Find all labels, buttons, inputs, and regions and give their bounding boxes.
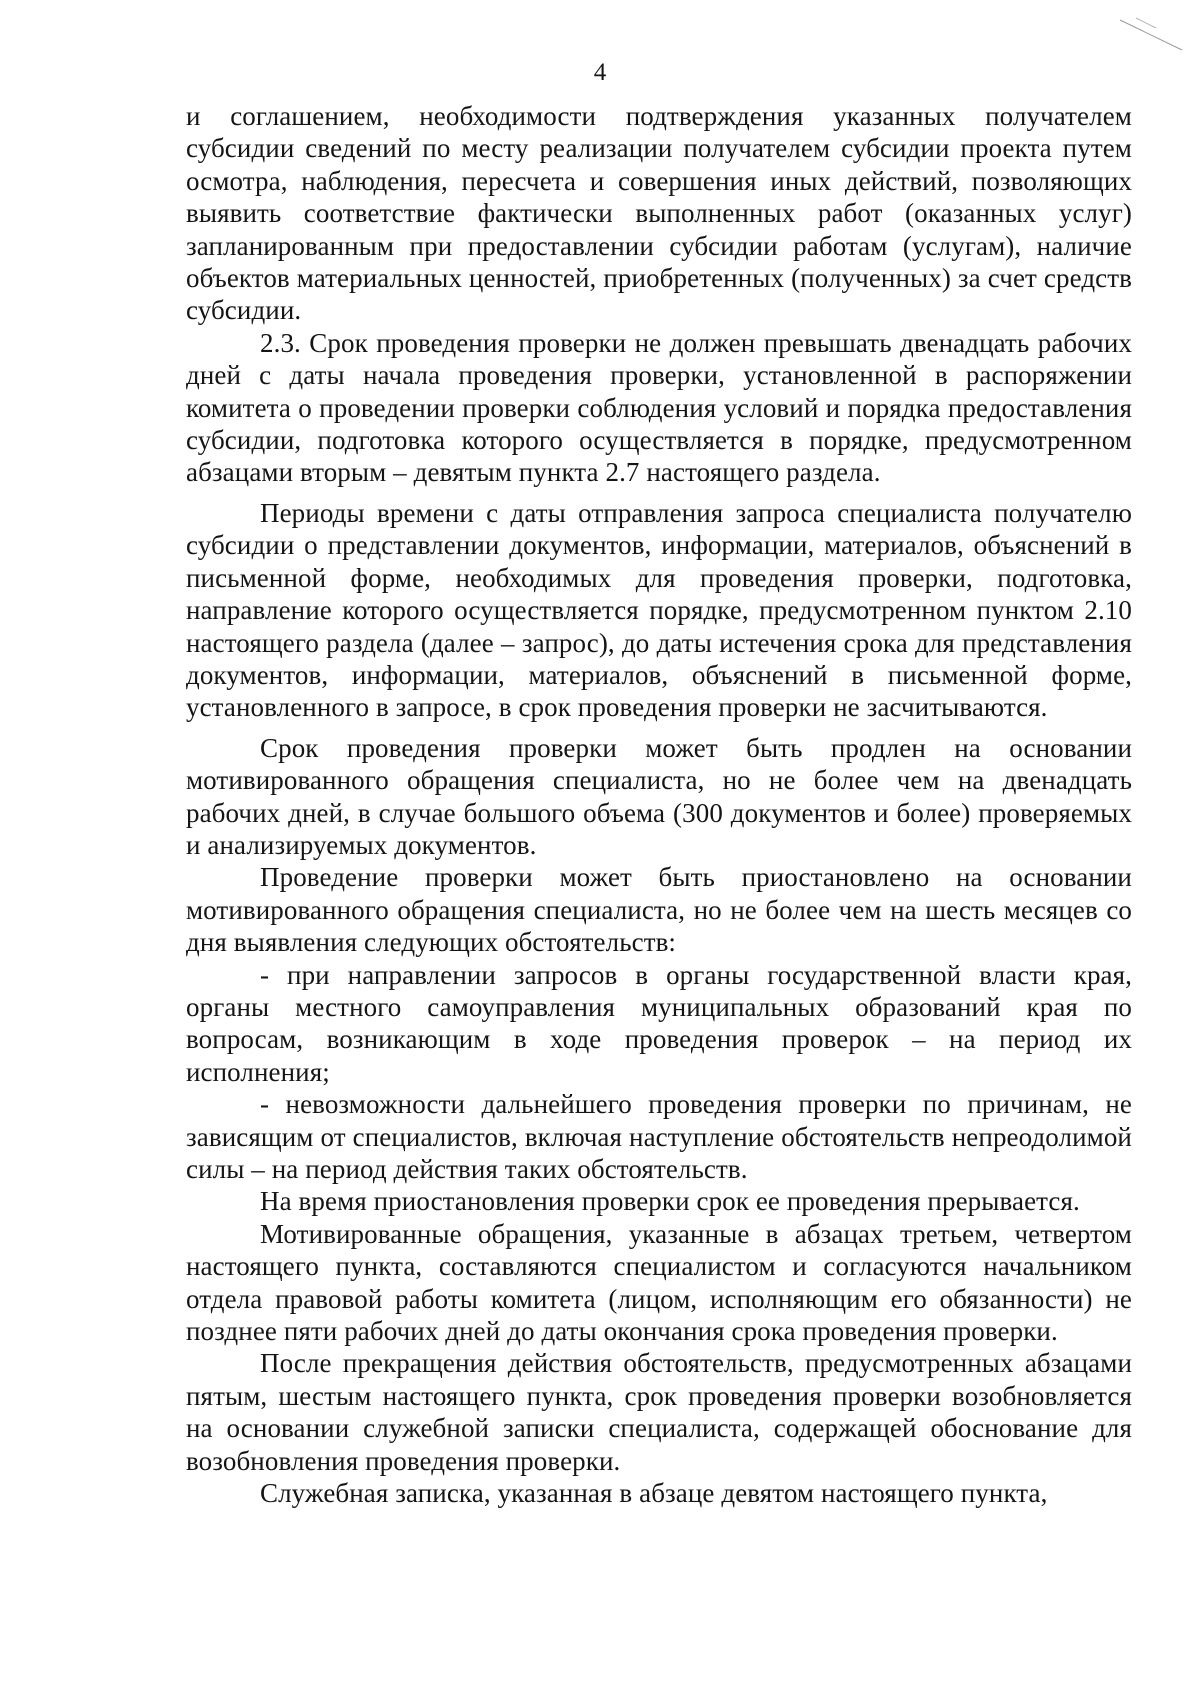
paragraph-continuation: и соглашением, необходимости подтверждения указанных получателем субсидии сведений по месту реализации получателем субсидии проекта путем осмотра, наблюдения, пересчета и совершения иных действий, позволяющих выявить соответствие фактически выполненных работ (оказанных услуг) запланированным при предоставлении субсидии работам (услугам), наличие объектов материальных ценностей, приобретенных (полученных) за счет средств субсидии. <box>186 101 1132 326</box>
paragraph-motivated-requests: Мотивированные обращения, указанные в абзацах третьем, четвертом настоящего пункта, составляются специалистом и согласуются начальником отдела правовой работы комитета (лицом, исполняющим его обязанности) не позднее пяти рабочих дней до даты окончания срока проведения проверки. <box>186 1218 1132 1347</box>
document-body <box>186 100 1132 1509</box>
paragraph-memo: Служебная записка, указанная в абзаце девятом настоящего пункта, <box>260 1478 1048 1509</box>
paragraph-time-periods: Периоды времени с даты отправления запроса специалиста получателю субсидии о представлении документов, информации, материалов, объяснений в письменной форме, необходимых для проведения проверки, подготовка, направление которого осуществляется порядке, предусмотренном пунктом 2.10 настоящего раздела (далее – запрос), до даты истечения срока для представления документов, информации, материалов, объяснений в письменной форме, установленного в запросе, в срок проведения проверки не засчитываются. <box>186 497 1132 723</box>
paragraph-resumption: После прекращения действия обстоятельств, предусмотренных абзацами пятым, шестым настоящего пункта, срок проведения проверки возобновляется на основании служебной записки специалиста, содержащей обоснование для возобновления проведения проверки. <box>186 1348 1132 1476</box>
page-number: 4 <box>593 59 607 86</box>
paragraph-2-3: 2.3. Срок проведения проверки не должен превышать двенадцать рабочих дней с даты начала проведения проверки, установленной в распоряжении комитета о проведении проверки соблюдения условий и порядка предоставления субсидии, подготовка которого осуществляется в порядке, предусмотренном абзацами вторым – девятым пункта 2.7 настоящего раздела. <box>186 327 1132 488</box>
paragraph-suspension: Проведение проверки может быть приостановлено на основании мотивированного обращения специалиста, но не более чем на шесть месяцев со дня выявления следующих обстоятельств: <box>186 862 1132 958</box>
list-item-force-majeure: - невозможности дальнейшего проведения проверки по причинам, не зависящим от специалистов, включая наступление обстоятельств непреодолимой силы – на период действия таких обстоятельств. <box>186 1089 1132 1184</box>
paragraph-interruption: На время приостановления проверки срок ее проведения прерывается. <box>260 1186 1080 1217</box>
list-item-requests: - при направлении запросов в органы государственной власти края, органы местного самоуправления муниципальных образований края по вопросам, возникающим в ходе проведения проверок – на период их исполнения; <box>186 959 1132 1087</box>
paragraph-extension: Срок проведения проверки может быть продлен на основании мотивированного обращения специалиста, но не более чем на двенадцать рабочих дней, в случае большого объема (300 документов и более) проверяемых и анализируемых документов. <box>186 732 1132 860</box>
scan-artifact-line <box>1116 14 1186 54</box>
